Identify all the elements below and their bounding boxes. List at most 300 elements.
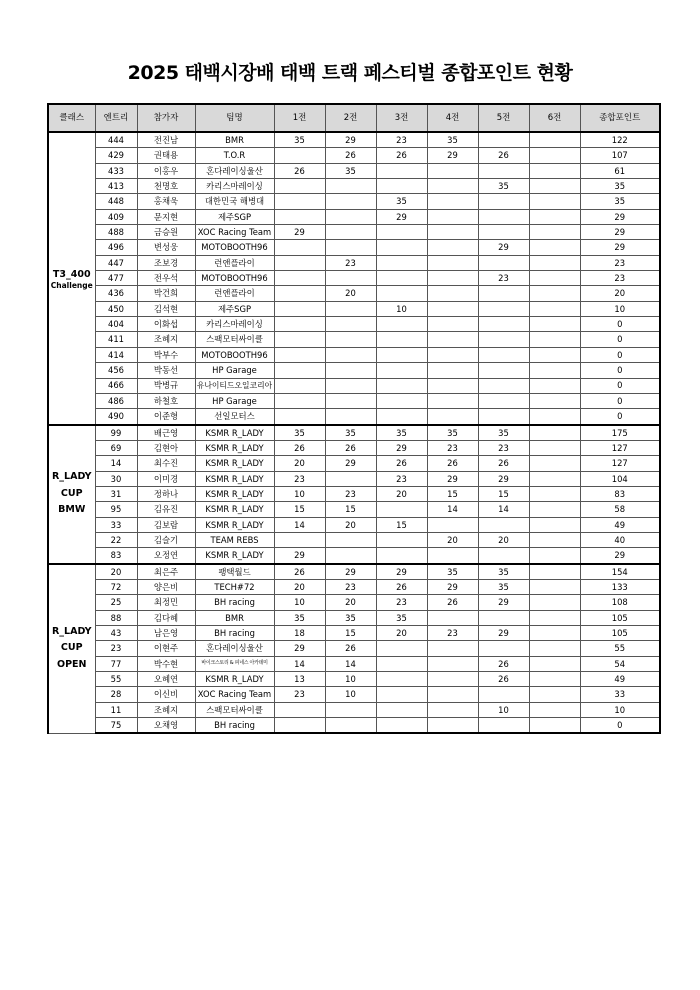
participant-cell: 최은주 (137, 564, 195, 580)
team-cell: TECH#72 (195, 579, 274, 594)
round-6-cell (529, 486, 580, 501)
round-4-cell: 35 (427, 564, 478, 580)
round-6-cell (529, 595, 580, 610)
class-name: R_LADY CUP OPEN (51, 625, 92, 671)
round-3-cell (376, 240, 427, 255)
header-round-4: 4전 (427, 104, 478, 132)
round-5-cell: 10 (478, 702, 529, 717)
participant-cell: 박부수 (137, 347, 195, 362)
total-cell: 83 (580, 486, 660, 501)
table-row (48, 409, 660, 425)
participant-cell: 전진남 (137, 132, 195, 148)
round-5-cell (478, 255, 529, 270)
round-1-cell (274, 209, 325, 224)
table-row (48, 225, 660, 240)
round-5-cell: 35 (478, 179, 529, 194)
round-3-cell (376, 502, 427, 517)
participant-cell: 권태용 (137, 148, 195, 163)
round-3-cell (376, 656, 427, 671)
participant-cell: 문지현 (137, 209, 195, 224)
participant-cell: 김슬기 (137, 532, 195, 547)
total-cell: 29 (580, 225, 660, 240)
round-4-cell: 35 (427, 132, 478, 148)
round-1-cell: 13 (274, 672, 325, 687)
round-2-cell: 20 (325, 595, 376, 610)
total-cell: 58 (580, 502, 660, 517)
participant-cell: 전우석 (137, 271, 195, 286)
round-5-cell: 26 (478, 456, 529, 471)
participant-cell: 이현주 (137, 641, 195, 656)
round-1-cell (274, 409, 325, 425)
round-5-cell (478, 286, 529, 301)
participant-cell: 배근영 (137, 425, 195, 441)
participant-cell: 박건희 (137, 286, 195, 301)
round-1-cell: 35 (274, 132, 325, 148)
round-4-cell: 23 (427, 626, 478, 641)
round-2-cell (325, 332, 376, 347)
total-cell: 23 (580, 255, 660, 270)
team-cell: 대한민국 해병대 (195, 194, 274, 209)
table-row (48, 486, 660, 501)
total-cell: 49 (580, 517, 660, 532)
round-1-cell: 15 (274, 502, 325, 517)
round-3-cell: 26 (376, 579, 427, 594)
round-5-cell: 29 (478, 595, 529, 610)
entry-cell: 22 (95, 532, 137, 547)
entry-cell: 477 (95, 271, 137, 286)
total-cell: 154 (580, 564, 660, 580)
round-6-cell (529, 148, 580, 163)
participant-cell: 박수현 (137, 656, 195, 671)
round-1-cell (274, 317, 325, 332)
round-6-cell (529, 672, 580, 687)
participant-cell: 조혜지 (137, 702, 195, 717)
round-2-cell (325, 548, 376, 564)
participant-cell: 이화섭 (137, 317, 195, 332)
round-4-cell (427, 209, 478, 224)
round-3-cell (376, 255, 427, 270)
round-2-cell: 29 (325, 456, 376, 471)
round-4-cell (427, 240, 478, 255)
round-1-cell (274, 179, 325, 194)
participant-cell: 김현아 (137, 440, 195, 455)
round-5-cell: 35 (478, 564, 529, 580)
entry-cell: 456 (95, 363, 137, 378)
total-cell: 0 (580, 409, 660, 425)
entry-cell: 30 (95, 471, 137, 486)
round-5-cell (478, 610, 529, 625)
table-row (48, 656, 660, 671)
table-row (48, 502, 660, 517)
table-row (48, 718, 660, 734)
participant-cell: 천명호 (137, 179, 195, 194)
round-3-cell (376, 672, 427, 687)
round-6-cell (529, 456, 580, 471)
round-4-cell (427, 194, 478, 209)
round-5-cell (478, 378, 529, 393)
participant-cell: 박동선 (137, 363, 195, 378)
round-3-cell (376, 393, 427, 408)
header-round-3: 3전 (376, 104, 427, 132)
total-cell: 33 (580, 687, 660, 702)
header-round-2: 2전 (325, 104, 376, 132)
team-cell: KSMR R_LADY (195, 486, 274, 501)
round-2-cell: 29 (325, 132, 376, 148)
team-cell: T.O.R (195, 148, 274, 163)
table-row (48, 301, 660, 316)
entry-cell: 447 (95, 255, 137, 270)
participant-cell: 양은비 (137, 579, 195, 594)
entry-cell: 490 (95, 409, 137, 425)
round-4-cell (427, 702, 478, 717)
round-6-cell (529, 317, 580, 332)
participant-cell: 조보경 (137, 255, 195, 270)
round-1-cell: 35 (274, 610, 325, 625)
team-cell: HP Garage (195, 393, 274, 408)
entry-cell: 77 (95, 656, 137, 671)
team-cell: 바이크스토리 & 피네스 아카데미 (195, 656, 274, 671)
table-row (48, 702, 660, 717)
entry-cell: 69 (95, 440, 137, 455)
round-4-cell: 23 (427, 440, 478, 455)
team-cell: MOTOBOOTH96 (195, 240, 274, 255)
round-6-cell (529, 163, 580, 178)
round-1-cell (274, 393, 325, 408)
round-3-cell: 10 (376, 301, 427, 316)
round-1-cell (274, 255, 325, 270)
round-2-cell (325, 409, 376, 425)
team-cell: 스팩모터싸이클 (195, 702, 274, 717)
round-5-cell (478, 317, 529, 332)
round-1-cell (274, 363, 325, 378)
round-4-cell (427, 332, 478, 347)
round-3-cell: 20 (376, 486, 427, 501)
round-1-cell (274, 378, 325, 393)
table-row (48, 532, 660, 547)
total-cell: 0 (580, 363, 660, 378)
round-1-cell (274, 148, 325, 163)
round-3-cell (376, 718, 427, 734)
round-2-cell (325, 301, 376, 316)
entry-cell: 466 (95, 378, 137, 393)
total-cell: 107 (580, 148, 660, 163)
round-6-cell (529, 393, 580, 408)
round-3-cell (376, 363, 427, 378)
round-2-cell (325, 378, 376, 393)
header-row (48, 104, 660, 132)
round-1-cell: 29 (274, 225, 325, 240)
round-5-cell (478, 163, 529, 178)
participant-cell: 오혜연 (137, 672, 195, 687)
round-1-cell (274, 347, 325, 362)
total-cell: 105 (580, 610, 660, 625)
round-3-cell (376, 687, 427, 702)
team-cell: 팽택월드 (195, 564, 274, 580)
round-6-cell (529, 502, 580, 517)
table-row (48, 240, 660, 255)
table-row (48, 347, 660, 362)
total-cell: 55 (580, 641, 660, 656)
team-cell: MOTOBOOTH96 (195, 271, 274, 286)
round-3-cell (376, 286, 427, 301)
round-6-cell (529, 378, 580, 393)
entry-cell: 404 (95, 317, 137, 332)
round-3-cell (376, 271, 427, 286)
total-cell: 10 (580, 702, 660, 717)
round-6-cell (529, 656, 580, 671)
total-cell: 35 (580, 194, 660, 209)
round-1-cell: 10 (274, 595, 325, 610)
table-row (48, 194, 660, 209)
round-4-cell (427, 548, 478, 564)
round-4-cell (427, 517, 478, 532)
entry-cell: 14 (95, 456, 137, 471)
round-4-cell (427, 363, 478, 378)
round-4-cell (427, 301, 478, 316)
round-2-cell: 14 (325, 656, 376, 671)
round-5-cell (478, 347, 529, 362)
entry-cell: 95 (95, 502, 137, 517)
team-cell: BH racing (195, 718, 274, 734)
round-5-cell (478, 209, 529, 224)
entry-cell: 444 (95, 132, 137, 148)
participant-cell: 금승원 (137, 225, 195, 240)
class-cell (48, 425, 95, 564)
header-entry: 엔트리 (95, 104, 137, 132)
participant-cell: 최정민 (137, 595, 195, 610)
round-6-cell (529, 179, 580, 194)
entry-cell: 75 (95, 718, 137, 734)
total-cell: 0 (580, 347, 660, 362)
round-2-cell (325, 363, 376, 378)
round-3-cell: 26 (376, 148, 427, 163)
total-cell: 133 (580, 579, 660, 594)
team-cell: 카리스마레이싱 (195, 179, 274, 194)
round-2-cell: 35 (325, 163, 376, 178)
participant-cell: 최수진 (137, 456, 195, 471)
participant-cell: 오채영 (137, 718, 195, 734)
round-6-cell (529, 271, 580, 286)
table-row (48, 425, 660, 441)
total-cell: 29 (580, 548, 660, 564)
round-5-cell (478, 718, 529, 734)
participant-cell: 박병규 (137, 378, 195, 393)
class-cell (48, 564, 95, 734)
round-1-cell (274, 718, 325, 734)
round-4-cell (427, 179, 478, 194)
round-1-cell (274, 332, 325, 347)
round-5-cell: 29 (478, 626, 529, 641)
round-2-cell (325, 718, 376, 734)
round-6-cell (529, 579, 580, 594)
round-4-cell: 20 (427, 532, 478, 547)
table-row (48, 255, 660, 270)
table-row (48, 672, 660, 687)
round-3-cell (376, 163, 427, 178)
round-3-cell: 35 (376, 425, 427, 441)
round-6-cell (529, 194, 580, 209)
total-cell: 20 (580, 286, 660, 301)
round-4-cell: 35 (427, 425, 478, 441)
round-4-cell (427, 286, 478, 301)
table-row (48, 595, 660, 610)
round-2-cell: 35 (325, 425, 376, 441)
participant-cell: 오정연 (137, 548, 195, 564)
round-2-cell (325, 471, 376, 486)
table-row (48, 393, 660, 408)
round-1-cell: 26 (274, 440, 325, 455)
round-6-cell (529, 532, 580, 547)
round-6-cell (529, 626, 580, 641)
round-5-cell (478, 132, 529, 148)
round-6-cell (529, 347, 580, 362)
total-cell: 108 (580, 595, 660, 610)
entry-cell: 31 (95, 486, 137, 501)
entry-cell: 72 (95, 579, 137, 594)
round-4-cell: 29 (427, 148, 478, 163)
team-cell: KSMR R_LADY (195, 456, 274, 471)
round-5-cell: 29 (478, 471, 529, 486)
round-4-cell (427, 656, 478, 671)
round-4-cell: 29 (427, 579, 478, 594)
round-5-cell (478, 641, 529, 656)
round-2-cell (325, 240, 376, 255)
entry-cell: 411 (95, 332, 137, 347)
round-3-cell: 26 (376, 456, 427, 471)
round-3-cell (376, 702, 427, 717)
round-6-cell (529, 440, 580, 455)
table-row (48, 687, 660, 702)
round-4-cell (427, 255, 478, 270)
total-cell: 35 (580, 179, 660, 194)
round-5-cell: 26 (478, 672, 529, 687)
team-cell: XOC Racing Team (195, 225, 274, 240)
team-cell: KSMR R_LADY (195, 425, 274, 441)
table-row (48, 209, 660, 224)
round-4-cell (427, 687, 478, 702)
total-cell: 127 (580, 456, 660, 471)
entry-cell: 413 (95, 179, 137, 194)
team-cell: KSMR R_LADY (195, 440, 274, 455)
participant-cell: 이신비 (137, 687, 195, 702)
entry-cell: 414 (95, 347, 137, 362)
team-cell: TEAM REBS (195, 532, 274, 547)
round-2-cell: 26 (325, 440, 376, 455)
table-row (48, 440, 660, 455)
header-total: 종합포인트 (580, 104, 660, 132)
participant-cell: 하철호 (137, 393, 195, 408)
round-5-cell: 15 (478, 486, 529, 501)
round-5-cell (478, 517, 529, 532)
round-2-cell (325, 271, 376, 286)
participant-cell: 조혜지 (137, 332, 195, 347)
round-5-cell (478, 687, 529, 702)
round-4-cell (427, 393, 478, 408)
round-6-cell (529, 240, 580, 255)
round-4-cell (427, 347, 478, 362)
round-5-cell: 26 (478, 656, 529, 671)
round-2-cell: 23 (325, 486, 376, 501)
table-row (48, 564, 660, 580)
round-4-cell (427, 641, 478, 656)
class-name: T3_400 (52, 268, 91, 280)
round-4-cell (427, 378, 478, 393)
entry-cell: 486 (95, 393, 137, 408)
round-6-cell (529, 332, 580, 347)
total-cell: 29 (580, 209, 660, 224)
table-row (48, 286, 660, 301)
round-2-cell: 15 (325, 502, 376, 517)
total-cell: 0 (580, 332, 660, 347)
round-3-cell: 23 (376, 471, 427, 486)
round-1-cell: 26 (274, 163, 325, 178)
round-6-cell (529, 517, 580, 532)
round-1-cell (274, 286, 325, 301)
round-1-cell (274, 702, 325, 717)
table-row (48, 271, 660, 286)
table-row (48, 179, 660, 194)
round-6-cell (529, 255, 580, 270)
team-cell: 카리스마레이싱 (195, 317, 274, 332)
round-2-cell (325, 225, 376, 240)
team-cell: 제주SGP (195, 209, 274, 224)
round-4-cell (427, 225, 478, 240)
participant-cell: 변성웅 (137, 240, 195, 255)
team-cell: XOC Racing Team (195, 687, 274, 702)
participant-cell: 김보람 (137, 517, 195, 532)
round-5-cell: 23 (478, 271, 529, 286)
table-row (48, 471, 660, 486)
round-6-cell (529, 702, 580, 717)
round-6-cell (529, 471, 580, 486)
total-cell: 175 (580, 425, 660, 441)
round-6-cell (529, 225, 580, 240)
round-4-cell (427, 610, 478, 625)
table-row (48, 517, 660, 532)
round-1-cell (274, 271, 325, 286)
entry-cell: 55 (95, 672, 137, 687)
round-5-cell (478, 332, 529, 347)
team-cell: 런앤플라이 (195, 286, 274, 301)
round-3-cell (376, 548, 427, 564)
entry-cell: 23 (95, 641, 137, 656)
participant-cell: 정하나 (137, 486, 195, 501)
participant-cell: 이준형 (137, 409, 195, 425)
round-4-cell (427, 672, 478, 687)
total-cell: 49 (580, 672, 660, 687)
team-cell: MOTOBOOTH96 (195, 347, 274, 362)
team-cell: 선일모터스 (195, 409, 274, 425)
round-2-cell: 26 (325, 641, 376, 656)
round-3-cell (376, 378, 427, 393)
total-cell: 0 (580, 317, 660, 332)
round-2-cell (325, 209, 376, 224)
entry-cell: 83 (95, 548, 137, 564)
header-team: 팀명 (195, 104, 274, 132)
round-1-cell (274, 301, 325, 316)
round-1-cell (274, 240, 325, 255)
round-6-cell (529, 641, 580, 656)
round-5-cell: 35 (478, 579, 529, 594)
round-1-cell: 20 (274, 456, 325, 471)
participant-cell: 김유진 (137, 502, 195, 517)
table-row (48, 548, 660, 564)
round-3-cell (376, 347, 427, 362)
round-4-cell (427, 409, 478, 425)
round-1-cell: 14 (274, 517, 325, 532)
team-cell: HP Garage (195, 363, 274, 378)
total-cell: 29 (580, 240, 660, 255)
